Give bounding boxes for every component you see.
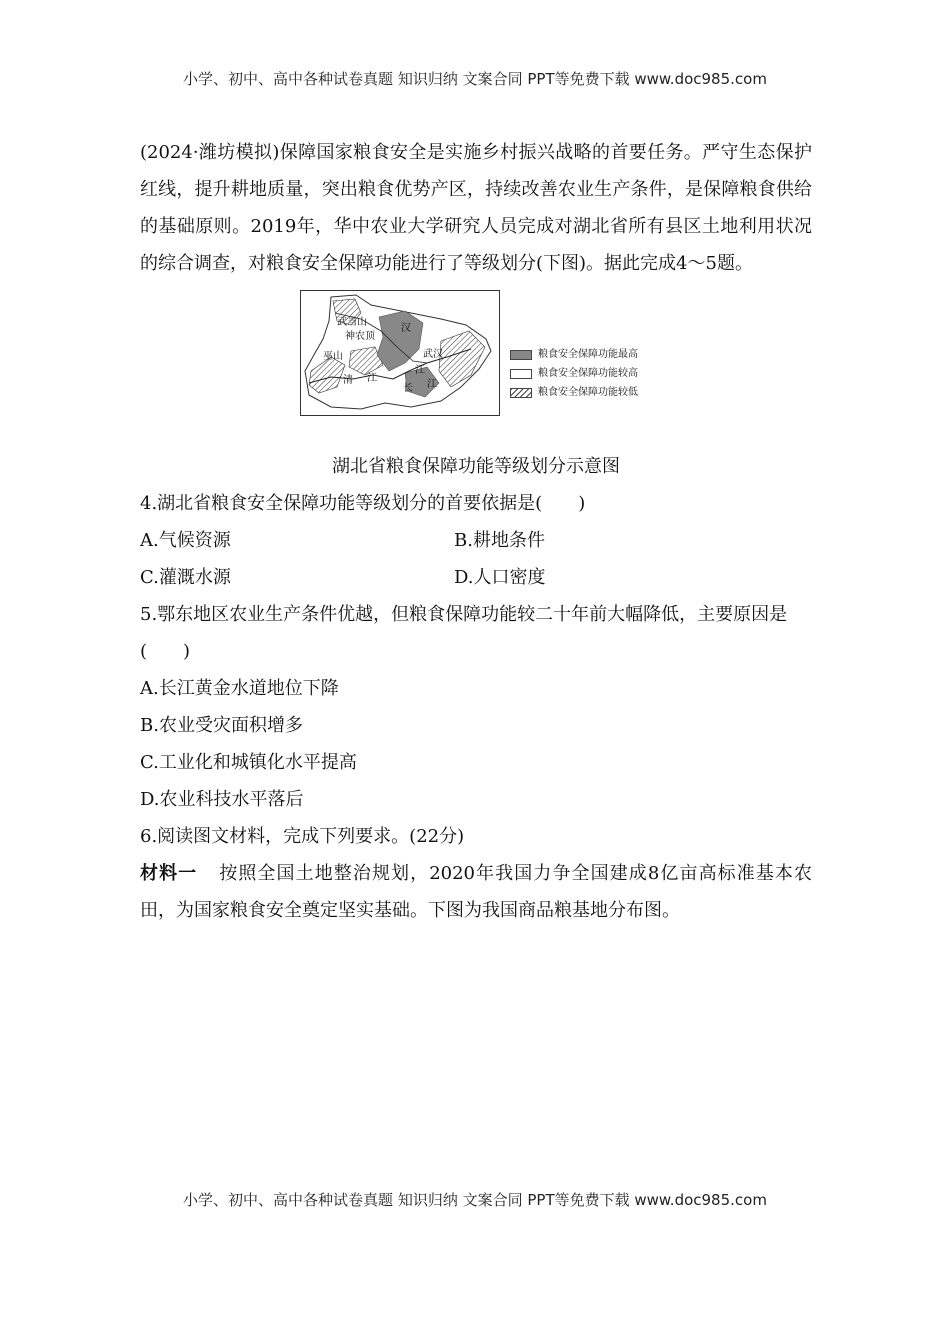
question-5-option-b[interactable]: B.农业受灾面积增多 — [140, 715, 303, 736]
map-label-han: 汉 — [401, 323, 411, 334]
map-label-wuhan: 武汉 — [423, 349, 443, 360]
map-label-jiang-qing: 江 — [367, 373, 377, 384]
question-4-option-c[interactable]: C.灌溉水源 — [140, 567, 231, 588]
question-6-stem: 6.阅读图文材料，完成下列要求。(22分) — [140, 826, 465, 847]
question-5-option-d[interactable]: D.农业科技水平落后 — [140, 789, 304, 810]
question-4-options — [140, 522, 812, 596]
legend-item-high — [510, 345, 638, 364]
question-4-option-d[interactable]: D.人口密度 — [454, 567, 546, 588]
question-4-stem: 4.湖北省粮食安全保障功能等级划分的首要依据是( ) — [140, 493, 586, 514]
map-label-jiang-chang: 江 — [427, 379, 437, 390]
question-5-stem: 5.鄂东地区农业生产条件优越，但粮食保障功能较二十年前大幅降低，主要原因是( ) — [140, 604, 788, 662]
page-header: 小学、初中、高中各种试卷真题 知识归纳 文案合同 PPT等免费下载 www.doc985.com — [183, 70, 767, 88]
legend-label-mid: 粮食安全保障功能较高 — [538, 368, 638, 379]
question-5-option-c[interactable]: C.工业化和城镇化水平提高 — [140, 752, 357, 773]
map-label-shennongding: 神农顶 — [345, 331, 375, 342]
question-4-option-a[interactable]: A.气候资源 — [140, 530, 231, 551]
legend-item-low — [510, 383, 638, 402]
material-label: 材料一 — [140, 863, 198, 884]
material-text: 按照全国土地整治规划，2020年我国力争全国建成8亿亩高标准基本农田，为国家粮食安全奠定坚实基础。下图为我国商品粮基地分布图。 — [140, 863, 813, 921]
intro-paragraph: (2024·潍坊模拟)保障国家粮食安全是实施乡村振兴战略的首要任务。严守生态保护红线，提升耕地质量，突出粮食优势产区，持续改善农业生产条件，是保障粮食供给的基础原则。2019年，华中农业大学研究人员完成对湖北省所有县区土地利用状况的综合调查，对粮食安全保障功能进行了等级划分(下图)。据此完成4～5题。 — [140, 142, 812, 274]
map-figure — [140, 290, 812, 420]
legend-item-mid — [510, 364, 638, 383]
map-legend — [510, 345, 638, 402]
map-label-jiang-han: 江 — [415, 365, 425, 376]
map-label-wushan: 巫山 — [323, 351, 343, 362]
material-one — [140, 855, 812, 929]
map-label-qing: 清 — [343, 375, 353, 386]
question-5-option-a[interactable]: A.长江黄金水道地位下降 — [140, 678, 339, 699]
document-body — [140, 134, 812, 929]
legend-swatch-mid — [510, 369, 532, 379]
map-label-wudangshan: 武当山 — [337, 317, 367, 328]
page-footer: 小学、初中、高中各种试卷真题 知识归纳 文案合同 PPT等免费下载 www.doc985.com — [183, 1191, 767, 1209]
legend-label-low: 粮食安全保障功能较低 — [538, 387, 638, 398]
map-label-chang: 长 — [403, 383, 413, 394]
hubei-map — [300, 290, 500, 416]
figure-caption: 湖北省粮食保障功能等级划分示意图 — [332, 456, 620, 477]
hubei-map-svg — [301, 291, 500, 416]
question-4-option-b[interactable]: B.耕地条件 — [454, 530, 545, 551]
legend-label-high: 粮食安全保障功能最高 — [538, 349, 638, 360]
legend-swatch-high — [510, 350, 532, 360]
legend-swatch-low — [510, 388, 532, 398]
